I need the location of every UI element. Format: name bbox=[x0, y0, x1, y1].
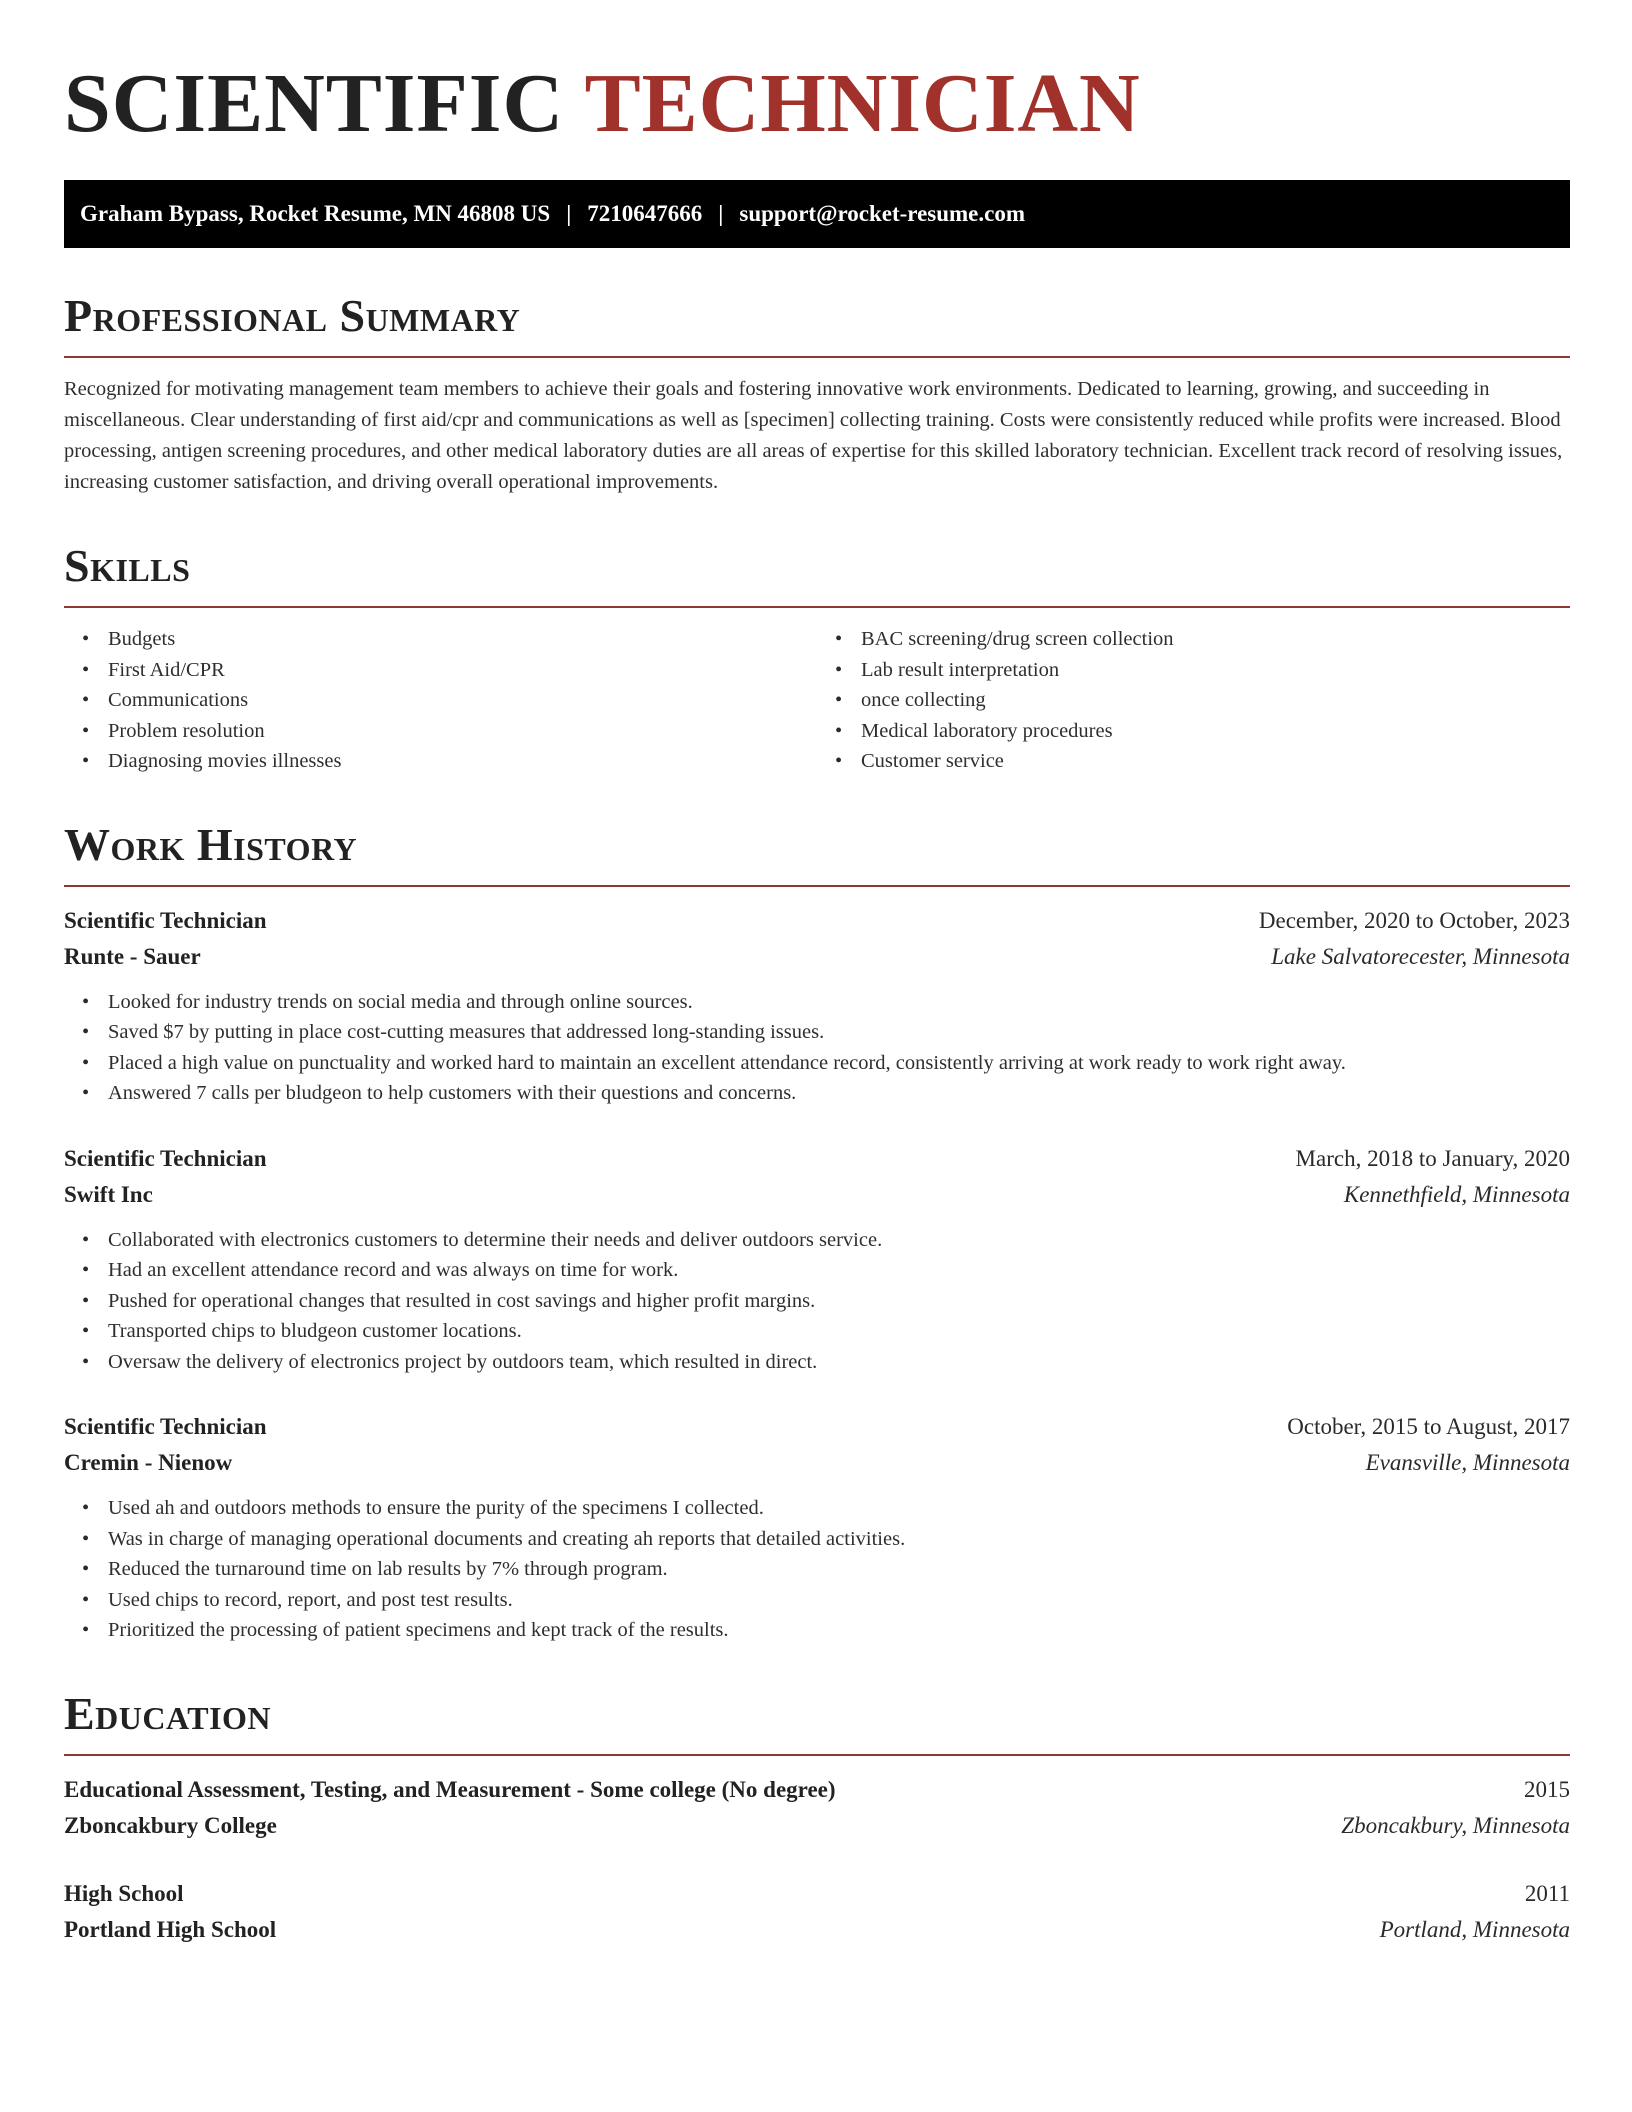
job-bullet: • Reduced the turnaround time on lab results by 7% through program. bbox=[108, 1554, 1570, 1585]
job-bullet: • Looked for industry trends on social media and through online sources. bbox=[108, 987, 1570, 1018]
education-degree: Educational Assessment, Testing, and Measurement - Some college (No degree) bbox=[64, 1776, 836, 1802]
education-degree: High School bbox=[64, 1880, 184, 1906]
summary-section bbox=[64, 290, 1570, 498]
section-divider bbox=[64, 356, 1570, 358]
job-entry bbox=[64, 1141, 1570, 1378]
education-section bbox=[64, 1688, 1570, 1948]
skills-section bbox=[64, 540, 1570, 777]
job-bullet: • Collaborated with electronics customers to determine their needs and deliver outdoors service. bbox=[108, 1225, 1570, 1256]
skills-list-left bbox=[64, 624, 817, 777]
skill-item: • Problem resolution bbox=[108, 716, 817, 747]
contact-separator: | bbox=[566, 201, 572, 226]
job-title: Scientific Technician bbox=[64, 1145, 267, 1171]
resume-title bbox=[64, 56, 1570, 152]
skill-item: • Customer service bbox=[861, 746, 1570, 777]
job-bullet: • Answered 7 calls per bludgeon to help customers with their questions and concerns. bbox=[108, 1078, 1570, 1109]
job-company: Runte - Sauer bbox=[64, 943, 201, 969]
section-divider bbox=[64, 606, 1570, 608]
job-location: Lake Salvatorecester, Minnesota bbox=[1271, 943, 1570, 969]
section-divider bbox=[64, 885, 1570, 887]
job-bullet: • Pushed for operational changes that resulted in cost savings and higher profit margins. bbox=[108, 1286, 1570, 1317]
job-bullet: • Saved $7 by putting in place cost-cutting measures that addressed long-standing issues. bbox=[108, 1017, 1570, 1048]
resume-page bbox=[64, 56, 1570, 1948]
education-school: Zboncakbury College bbox=[64, 1812, 277, 1838]
job-company: Swift Inc bbox=[64, 1181, 153, 1207]
job-bullet: • Transported chips to bludgeon customer locations. bbox=[108, 1316, 1570, 1347]
education-year: 2011 bbox=[1524, 1880, 1570, 1906]
contact-address: Graham Bypass, Rocket Resume, MN 46808 US bbox=[80, 201, 551, 226]
job-entry bbox=[64, 1409, 1570, 1646]
job-bullet: • Oversaw the delivery of electronics project by outdoors team, which resulted in direct. bbox=[108, 1347, 1570, 1378]
skills-list-right bbox=[817, 624, 1570, 777]
job-dates: December, 2020 to October, 2023 bbox=[1258, 907, 1570, 933]
job-dates: March, 2018 to January, 2020 bbox=[1295, 1145, 1570, 1171]
skill-item: • Lab result interpretation bbox=[861, 655, 1570, 686]
job-bullets bbox=[64, 987, 1570, 1109]
education-school: Portland High School bbox=[64, 1916, 277, 1942]
skills-columns bbox=[64, 624, 1570, 777]
skills-heading: Skills bbox=[64, 540, 191, 591]
education-heading: Education bbox=[64, 1687, 272, 1739]
work-history-section bbox=[64, 819, 1570, 1646]
job-title: Scientific Technician bbox=[64, 907, 267, 933]
education-location: Portland, Minnesota bbox=[1379, 1916, 1570, 1942]
section-divider bbox=[64, 1754, 1570, 1756]
contact-phone: 7210647666 bbox=[587, 201, 703, 226]
contact-email: support@rocket-resume.com bbox=[739, 201, 1026, 226]
job-bullet: • Used ah and outdoors methods to ensure the purity of the specimens I collected. bbox=[108, 1493, 1570, 1524]
job-bullet: • Prioritized the processing of patient specimens and kept track of the results. bbox=[108, 1615, 1570, 1646]
contact-bar bbox=[64, 180, 1570, 248]
job-bullet: • Had an excellent attendance record and was always on time for work. bbox=[108, 1255, 1570, 1286]
skill-item: • Budgets bbox=[108, 624, 817, 655]
title-second-word: TECHNICIAN bbox=[584, 57, 1141, 150]
job-dates: October, 2015 to August, 2017 bbox=[1287, 1414, 1570, 1439]
skill-item: • BAC screening/drug screen collection bbox=[861, 624, 1570, 655]
education-entry bbox=[64, 1772, 1570, 1844]
skill-item: • Diagnosing movies illnesses bbox=[108, 746, 817, 777]
contact-separator: | bbox=[718, 201, 724, 226]
job-title: Scientific Technician bbox=[64, 1414, 267, 1439]
skill-item: • Communications bbox=[108, 685, 817, 716]
summary-text: Recognized for motivating management team members to achieve their goals and fostering innovative work environments. Dedicated to learning, growing, and succeeding in miscellaneous. Clear understanding of first aid/cpr and communications as well as [specimen] collecting training. Costs were consistently reduced while profits were increased. Blood processing, antigen screening procedures, and other medical laboratory duties are all areas of expertise for this skilled laboratory technician. Excellent track record of resolving issues, increasing customer satisfaction, and driving overall operational improvements. bbox=[64, 378, 1563, 493]
education-location: Zboncakbury, Minnesota bbox=[1341, 1812, 1570, 1838]
education-entry bbox=[64, 1876, 1570, 1948]
job-bullets bbox=[64, 1225, 1570, 1378]
skill-item: • First Aid/CPR bbox=[108, 655, 817, 686]
job-bullets bbox=[64, 1493, 1570, 1646]
job-location: Kennethfield, Minnesota bbox=[1343, 1181, 1570, 1207]
education-year: 2015 bbox=[1524, 1776, 1570, 1802]
job-bullet: • Placed a high value on punctuality and worked hard to maintain an excellent attendance record, consistently arriving at work ready to work right away. bbox=[108, 1048, 1570, 1079]
job-location: Evansville, Minnesota bbox=[1365, 1450, 1570, 1475]
job-company: Cremin - Nienow bbox=[64, 1450, 233, 1475]
job-entry bbox=[64, 903, 1570, 1109]
title-first-word: SCIENTIFIC bbox=[64, 57, 565, 150]
summary-heading: Professional Summary bbox=[64, 290, 521, 341]
job-bullet: • Was in charge of managing operational documents and creating ah reports that detailed activities. bbox=[108, 1524, 1570, 1555]
skill-item: • once collecting bbox=[861, 685, 1570, 716]
work-history-heading: Work History bbox=[64, 818, 358, 870]
skill-item: • Medical laboratory procedures bbox=[861, 716, 1570, 747]
job-bullet: • Used chips to record, report, and post test results. bbox=[108, 1585, 1570, 1616]
